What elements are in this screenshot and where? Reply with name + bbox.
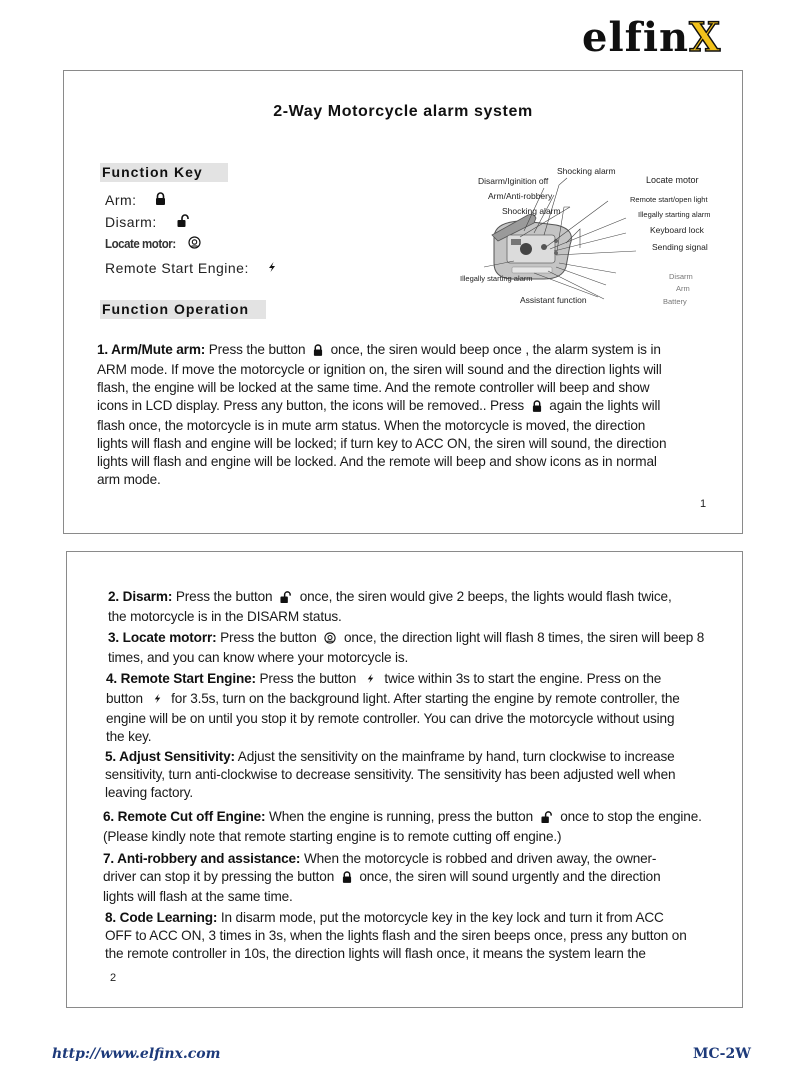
label-arm-anti-robbery: Arm/Anti-robbery [488, 191, 553, 201]
text-segment: once to stop the engine. [556, 809, 702, 824]
lock-open-icon [541, 810, 553, 828]
label-assistant-function: Assistant function [520, 295, 587, 305]
label-remote-start-open-light: Remote start/open light [630, 195, 708, 204]
label-battery: Battery [663, 297, 687, 306]
paragraph-line [103, 868, 737, 888]
lock-closed-icon [313, 343, 323, 361]
paragraph-line [97, 453, 737, 471]
text-segment: arm mode. [97, 472, 161, 487]
function-key-locate [105, 234, 201, 254]
function-key-heading: Function Key [100, 163, 228, 182]
text-segment: When the engine is running, press the button [265, 809, 537, 824]
text-segment: Press the button [255, 671, 360, 686]
page-number-2: 2 [110, 972, 117, 984]
locate-motor-label: Locate motor: [105, 237, 176, 251]
item-heading: 6. Remote Cut off Engine: [103, 809, 266, 824]
paragraph-line [103, 808, 737, 828]
paragraph-line [105, 766, 735, 784]
paragraph-line [103, 850, 737, 868]
locate-icon [188, 236, 201, 252]
paragraph-line [105, 784, 735, 802]
paragraph-line [97, 397, 737, 417]
footer-url[interactable]: http://www.elfinx.com [52, 1046, 221, 1062]
remote-controller-diagram [394, 163, 724, 313]
operation-3-locate [108, 629, 738, 667]
operation-8-code-learning [105, 909, 739, 963]
text-segment: leaving factory. [105, 785, 194, 800]
item-heading: 8. Code Learning: [105, 910, 218, 925]
paragraph-line [105, 909, 739, 927]
text-segment: once, the siren will sound urgently and the direction [355, 869, 661, 884]
text-segment: once, the siren would give 2 beeps, the lights would flash twice, [296, 589, 672, 604]
operation-1-arm-mute [97, 341, 737, 489]
paragraph-line [97, 361, 737, 379]
label-arm: Arm [676, 284, 690, 293]
text-segment: once, the direction light will flash 8 times, the siren will beep 8 [340, 630, 705, 645]
paragraph-line [103, 828, 737, 846]
label-keyboard-lock: Keyboard lock [650, 225, 704, 235]
lock-closed-icon [342, 870, 352, 888]
paragraph-line [103, 888, 737, 906]
label-shocking-alarm-top: Shocking alarm [557, 166, 616, 176]
text-segment: OFF to ACC ON, 3 times in 3s, when the lights flash and the siren beeps once, press any button on [105, 928, 687, 943]
function-operation-heading: Function Operation [100, 300, 266, 319]
paragraph-line [97, 341, 737, 361]
label-illegally-starting-alarm-left: Illegally starting alarm [460, 274, 533, 283]
operation-7-anti-robbery [103, 850, 737, 906]
text-segment: flash, the engine will be locked at the same time. And the remote controller will beep and show [97, 380, 650, 395]
paragraph-line [97, 435, 737, 453]
item-heading: 7. Anti-robbery and assistance: [103, 851, 301, 866]
logo-x-letter: X [689, 14, 722, 61]
text-segment: Press the button [205, 342, 309, 357]
text-segment: times, and you can know where your motorcycle is. [108, 650, 409, 665]
paragraph-line [97, 379, 737, 397]
operation-5-adjust-sensitivity [105, 748, 735, 802]
text-segment: lights will flash and engine will be locked; if turn key to ACC ON, the siren will sound, the direction [97, 436, 667, 451]
text-segment: once, the siren would beep once , the alarm system is in [327, 342, 661, 357]
item-heading: 4. Remote Start Engine: [106, 671, 256, 686]
paragraph-line [105, 927, 739, 945]
lightning-icon [265, 260, 279, 277]
item-heading: 5. Adjust Sensitivity: [105, 749, 235, 764]
operation-6-remote-cut-off [103, 808, 737, 846]
paragraph-line [106, 728, 736, 746]
footer-model-code: MC-2W [693, 1046, 751, 1062]
function-key-disarm [105, 212, 190, 232]
page-title: 2-Way Motorcycle alarm system [273, 103, 533, 120]
text-segment: again the lights will [545, 398, 661, 413]
text-segment: flash once, the motorcycle is in mute arm status. When the motorcycle is moved, the direction [97, 418, 646, 433]
text-segment: twice within 3s to start the engine. Press on the [380, 671, 662, 686]
item-heading: 2. Disarm: [108, 589, 173, 604]
text-segment: for 3.5s, turn on the background light. After starting the engine by remote controller, the [167, 691, 680, 706]
lock-open-icon [280, 590, 292, 608]
paragraph-line [108, 608, 738, 626]
remote-controller-image [492, 214, 571, 279]
label-disarm: Disarm [669, 272, 693, 281]
label-locate-motor: Locate motor [646, 175, 699, 185]
label-illegally-starting-alarm-right: Illegally starting alarm [638, 210, 711, 219]
paragraph-line [97, 417, 737, 435]
elfinx-logo [582, 14, 722, 61]
disarm-label: Disarm: [105, 214, 157, 230]
text-segment: lights will flash at the same time. [103, 889, 293, 904]
text-segment: engine will be on until you stop it by remote controller. You can drive the motorcycle without using [106, 711, 675, 726]
operation-4-remote-start [106, 670, 736, 746]
locate-icon [324, 631, 336, 649]
text-segment: Press the button [216, 630, 321, 645]
lightning-icon [364, 672, 377, 690]
paragraph-line [106, 670, 736, 690]
lock-open-icon [177, 214, 190, 230]
label-shocking-alarm: Shocking alarm [502, 206, 561, 216]
function-key-remote-start [105, 258, 279, 278]
label-sending-signal: Sending signal [652, 242, 708, 252]
manual-page-2 [66, 551, 743, 1008]
paragraph-line [105, 748, 735, 766]
paragraph-line [97, 471, 737, 489]
text-segment: button [106, 691, 147, 706]
paragraph-line [108, 588, 738, 608]
remote-start-label: Remote Start Engine: [105, 260, 249, 276]
page-number-1: 1 [700, 498, 707, 510]
paragraph-line [108, 629, 738, 649]
paragraph-line [106, 710, 736, 728]
label-disarm-ignition-off: Disarm/Iginition off [478, 176, 549, 186]
text-segment: lights will flash and engine will be locked. And the remote will beep and show icons as in normal [97, 454, 657, 469]
item-heading: 1. Arm/Mute arm: [97, 342, 206, 357]
text-segment: ARM mode. If move the motorcycle or ignition on, the siren will sound and the direction lights will [97, 362, 662, 377]
lock-closed-icon [155, 192, 166, 208]
text-segment: (Please kindly note that remote starting engine is to remote cutting off engine.) [103, 829, 562, 844]
text-segment: the remote controller in 10s, the direction lights will flash once, it means the system learn the [105, 946, 646, 961]
text-segment: sensitivity, turn anti-clockwise to decrease sensitivity. The sensitivity has been adjusted well when [105, 767, 676, 782]
text-segment: Adjust the sensitivity on the mainframe by hand, turn clockwise to increase [234, 749, 675, 764]
text-segment: icons in LCD display. Press any button, the icons will be removed.. Press [97, 398, 528, 413]
operation-2-disarm [108, 588, 738, 626]
arm-label: Arm: [105, 192, 137, 208]
paragraph-line [105, 945, 739, 963]
text-segment: the motorcycle is in the DISARM status. [108, 609, 342, 624]
text-segment: In disarm mode, put the motorcycle key in the key lock and turn it from ACC [217, 910, 664, 925]
lightning-icon [151, 692, 164, 710]
paragraph-line [108, 649, 738, 667]
text-segment: Press the button [172, 589, 277, 604]
text-segment: the key. [106, 729, 152, 744]
item-heading: 3. Locate motorr: [108, 630, 217, 645]
function-key-arm [105, 190, 166, 210]
text-segment: driver can stop it by pressing the button [103, 869, 338, 884]
lock-closed-icon [532, 399, 542, 417]
logo-text: elfin [582, 14, 690, 61]
paragraph-line [106, 690, 736, 710]
text-segment: When the motorcycle is robbed and driven away, the owner- [300, 851, 657, 866]
manual-page-1 [63, 70, 743, 534]
